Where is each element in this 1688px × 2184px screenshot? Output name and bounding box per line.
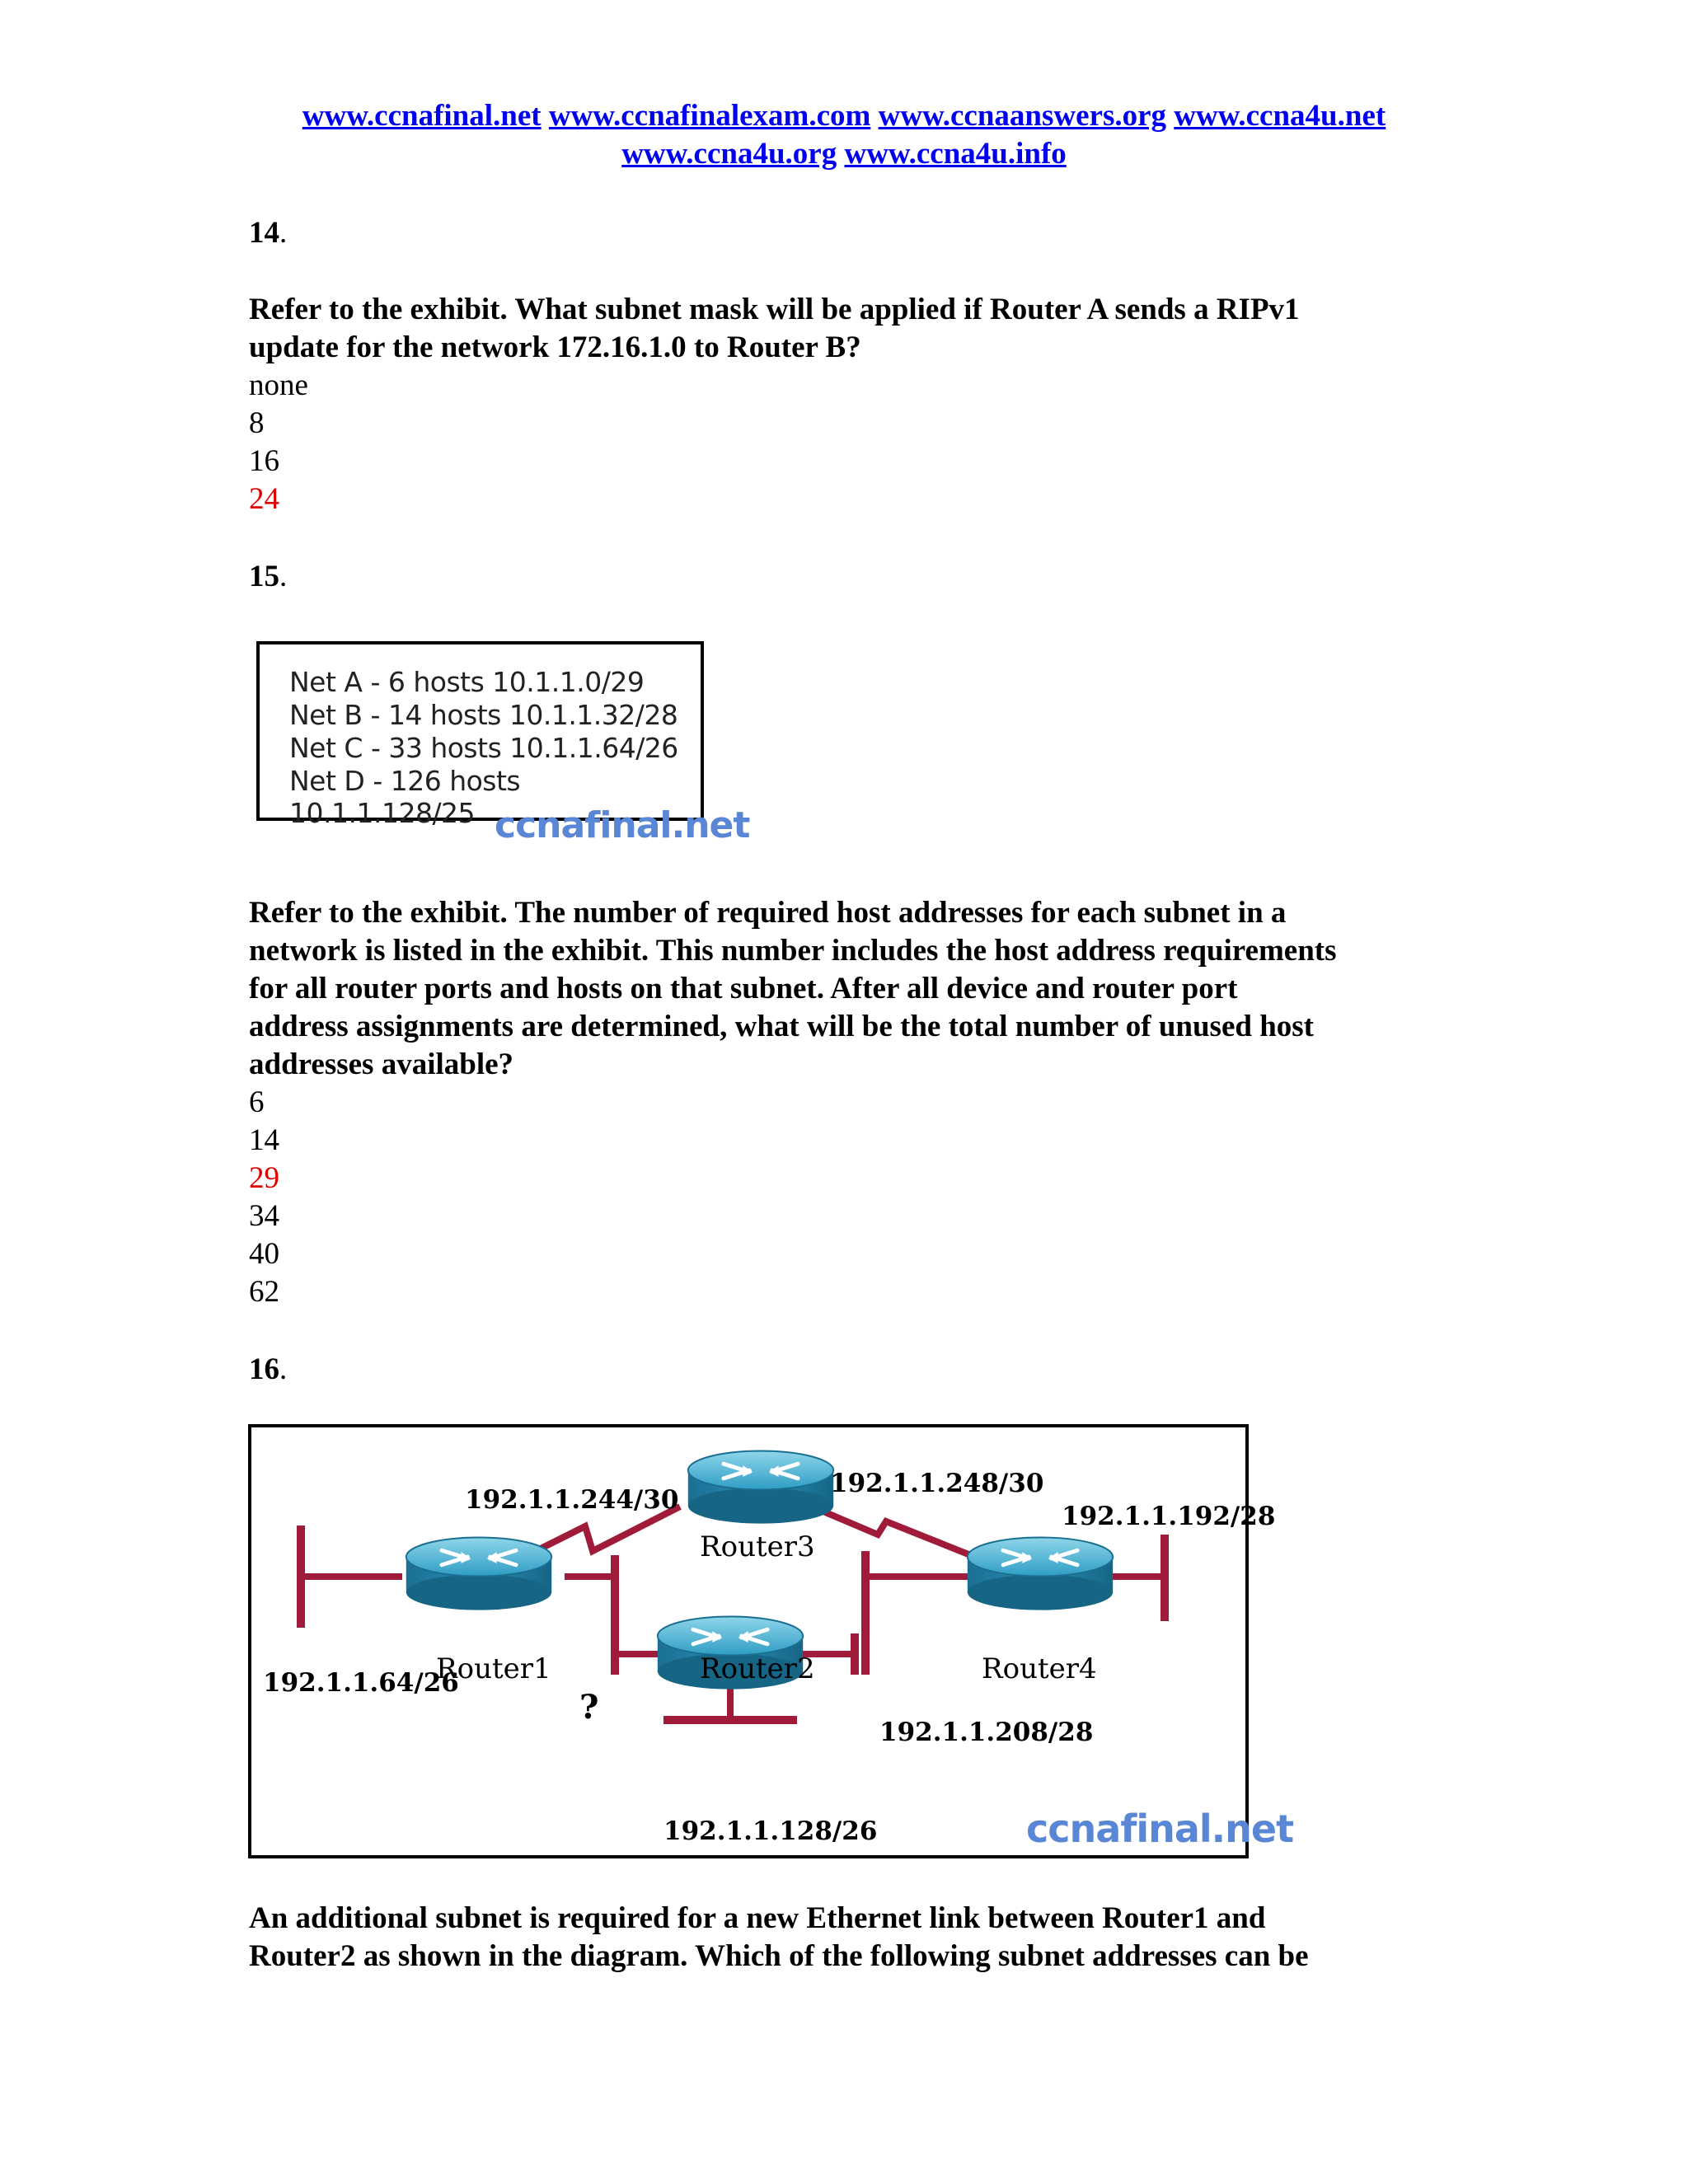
net-label-248: 192.1.1.248/30: [830, 1469, 1044, 1498]
net-label-192: 192.1.1.192/28: [1062, 1502, 1276, 1531]
network-diagram-svg: [251, 1427, 1276, 1855]
question-14-number-block: [249, 214, 1444, 252]
question-15-option-1: 6: [249, 1085, 265, 1119]
diagram-watermark: ccnafinal.net: [1026, 1807, 1294, 1851]
question-15-option-2: 14: [249, 1123, 279, 1157]
router1-icon: [406, 1537, 551, 1610]
question-14-option-4-correct: 24: [249, 482, 279, 516]
question-15-text-line-4: address assignments are determined, what will be the total number of unused host: [249, 1010, 1315, 1043]
link-ccna4u-info[interactable]: www.ccna4u.info: [844, 137, 1067, 171]
question-15-number-dot: .: [279, 560, 288, 593]
question-16-text-line-2: Router2 as shown in the diagram. Which of the following subnet addresses can be: [249, 1939, 1309, 1973]
net-label-64: 192.1.1.64/26: [263, 1668, 459, 1698]
net-label-244: 192.1.1.244/30: [465, 1485, 679, 1515]
question-16: [249, 1900, 1444, 1975]
router4-label: Router4: [982, 1652, 1097, 1685]
question-14-text-line-1: Refer to the exhibit. What subnet mask will be applied if Router A sends a RIPv1: [249, 293, 1300, 326]
exhibit-line-net-a: Net A - 6 hosts 10.1.1.0/29: [289, 666, 645, 698]
question-14-number-dot: .: [279, 216, 288, 250]
question-14: [249, 291, 1444, 518]
header-links-line-2: [0, 135, 1688, 173]
net-label-128: 192.1.1.128/26: [663, 1816, 878, 1846]
exhibit-15-watermark: ccnafinal.net: [495, 804, 750, 846]
question-16-number: 16: [249, 1352, 279, 1386]
exhibit-line-net-b: Net B - 14 hosts 10.1.1.32/28: [289, 699, 678, 731]
router2-label: Router2: [700, 1652, 815, 1685]
question-16-number-block: [249, 1351, 1444, 1389]
router3-label: Router3: [700, 1530, 815, 1563]
question-15-text-line-1: Refer to the exhibit. The number of required host addresses for each subnet in a: [249, 896, 1287, 930]
question-15-exhibit: [256, 641, 704, 829]
header-links-line-1: [0, 97, 1688, 135]
link-ccna4u-net[interactable]: www.ccna4u.net: [1174, 99, 1386, 133]
question-15-option-4: 34: [249, 1199, 279, 1233]
router4-icon: [968, 1537, 1113, 1610]
net-label-208: 192.1.1.208/28: [879, 1718, 1094, 1747]
question-14-text-line-2: update for the network 172.16.1.0 to Router B?: [249, 330, 861, 364]
question-16-network-diagram: [248, 1424, 1294, 1858]
link-ccnafinalexam-com[interactable]: www.ccnafinalexam.com: [548, 99, 871, 133]
question-15-text-line-3: for all router ports and hosts on that subnet. After all device and router port: [249, 972, 1238, 1005]
serial-link-r3-r4: [812, 1507, 977, 1558]
exhibit-line-net-c: Net C - 33 hosts 10.1.1.64/26: [289, 732, 678, 764]
link-ccna4u-org[interactable]: www.ccna4u.org: [621, 137, 837, 171]
question-15-number: 15: [249, 560, 279, 593]
question-15-number-block: [249, 558, 1444, 596]
link-ccnaanswers-org[interactable]: www.ccnaanswers.org: [878, 99, 1167, 133]
exhibit-line-net-d: Net D - 126 hosts 10.1.1.128/25: [289, 765, 521, 829]
link-ccnafinal-net[interactable]: www.ccnafinal.net: [302, 99, 542, 133]
router1-label: Router1: [436, 1652, 551, 1685]
question-15-option-6: 62: [249, 1275, 279, 1309]
unknown-subnet-label: ?: [579, 1688, 599, 1727]
question-15-text-line-2: network is listed in the exhibit. This number includes the host address requirements: [249, 934, 1337, 968]
header-links: [0, 97, 1688, 173]
question-14-option-2: 8: [249, 406, 265, 440]
router3-icon: [688, 1451, 833, 1523]
question-14-option-3: 16: [249, 444, 279, 478]
question-15-text-line-5: addresses available?: [249, 1047, 514, 1081]
question-16-text-line-1: An additional subnet is required for a new Ethernet link between Router1 and: [249, 1901, 1266, 1935]
question-15: [249, 894, 1444, 1311]
question-14-option-1: none: [249, 368, 308, 402]
question-15-option-3-correct: 29: [249, 1161, 279, 1195]
question-16-number-dot: .: [279, 1352, 288, 1386]
question-14-number: 14: [249, 216, 279, 250]
question-15-option-5: 40: [249, 1237, 279, 1271]
